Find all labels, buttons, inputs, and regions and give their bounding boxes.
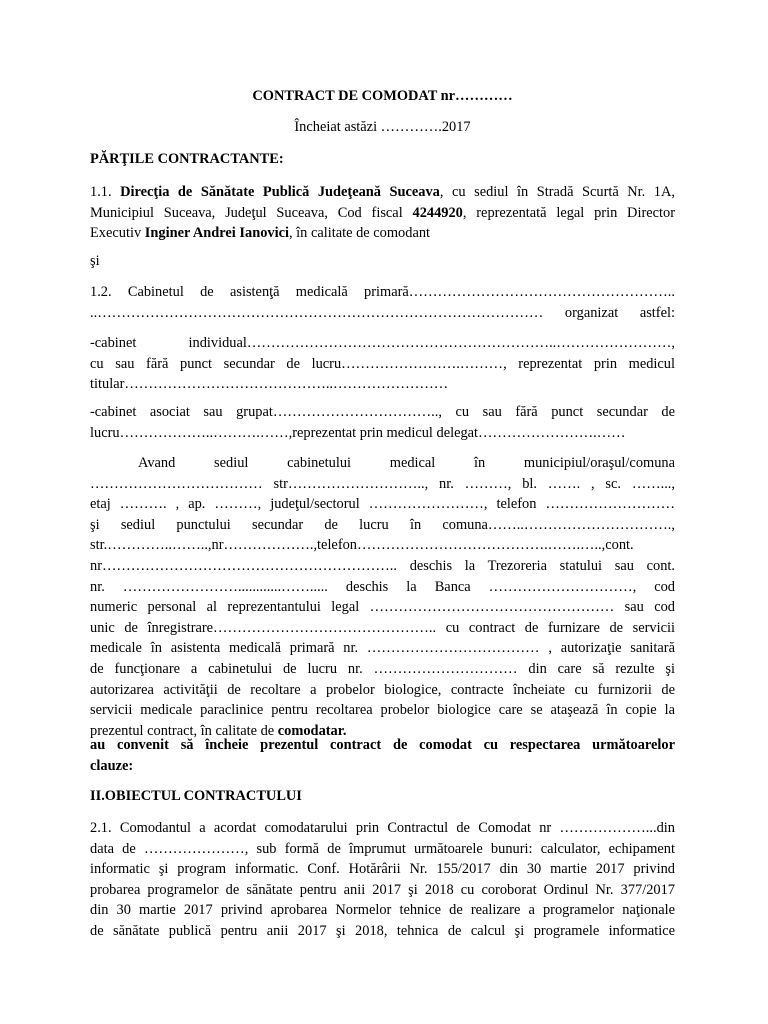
comodatar-term: comodatar. xyxy=(277,722,347,739)
text-line: au convenit să încheie prezentul contract de comodat cu respectarea următoarelor xyxy=(90,737,675,753)
text-line: din 30 martie 2017 privind aprobarea Normelor tehnice de realizare a programelor naţionale xyxy=(90,902,675,919)
section-heading-object: II.OBIECTUL CONTRACTULUI xyxy=(90,788,302,804)
text-line: data de …………………, sub formă de împrumut următoarele bunuri: calculator, echipament xyxy=(90,840,675,857)
text-line: ..………………………………………………………………………………… organizat astfel: xyxy=(90,304,675,321)
director-name: Inginer Andrei Ianovici xyxy=(144,225,289,242)
text-line: probarea programelor de sănătate pentru anii 2017 şi 2018 cu coroborat Ordinul Nr. 377/2017 xyxy=(90,881,675,898)
text-line: 1.2. Cabinetul de asistenţă medicală primară……………………………………………….. xyxy=(90,284,675,300)
text-line: prezentul contract, în calitate de comodatar. xyxy=(90,722,347,739)
party-name: Direcţia de Sănătate Publică Judeţeană Suceava xyxy=(120,184,440,200)
conjunction-si: şi xyxy=(90,253,100,269)
text-line: de funcţionare a cabinetului de lucru nr. ………………………… din care să rezulte şi xyxy=(90,660,675,677)
text-line: cu sau fără punct secundar de lucru…………………….………, reprezentat prin medicul xyxy=(90,355,675,372)
text-line: titular……………………………………..…………………… xyxy=(90,376,449,393)
cod-fiscal: 4244920 xyxy=(412,204,463,221)
paragraph-cabinet-individual xyxy=(90,333,675,395)
paragraph-agreement xyxy=(90,735,675,776)
text-line: lucru………………..……….……,reprezentat prin medicul delegat…………………….…… xyxy=(90,424,626,441)
contract-title: CONTRACT DE COMODAT nr………… xyxy=(252,88,513,104)
text-line: etaj ………. , ap. ………, judeţul/sectorul ……………………, telefon ……………………… xyxy=(90,496,675,513)
text-line: str.…………..……..,nr……………….,telefon………………………………….…….…..,cont. xyxy=(90,537,634,554)
text-line: 1.1. Direcţia de Sănătate Publică Judeţeană Suceava, cu sediul în Stradă Scurtă Nr. 1A, xyxy=(90,184,675,200)
text-line: unic de înregistrare……………………………………….. cu contract de furnizare de servicii xyxy=(90,619,675,636)
paragraph-1-2 xyxy=(90,282,675,323)
text-line: informatic şi program informatic. Conf. Hotărârii Nr. 155/2017 din 30 martie 2017 privind xyxy=(90,861,675,878)
text-line: Executiv Inginer Andrei Ianovici, în calitate de comodant xyxy=(90,225,431,242)
text-line: numeric personal al reprezentantului legal …………………………………………… sau cod xyxy=(90,599,675,616)
text-line: nr. ……………………............……..... deschis la Banca …………………………, cod xyxy=(90,578,675,595)
text-line: şi sediul punctului secundar de lucru în comuna……..…………………………., xyxy=(90,516,675,533)
text-line: medicale în asistenta medicală primară nr. ……………………………… , autorizaţie sanitară xyxy=(90,640,675,657)
date-line: Încheiat astăzi ………….2017 xyxy=(294,119,471,135)
paragraph-sediul xyxy=(90,453,675,741)
section-heading-parties: PĂRŢILE CONTRACTANTE: xyxy=(90,151,284,167)
text-line: Municipiul Suceava, Judeţul Suceava, Cod fiscal 4244920, reprezentată legal prin Director xyxy=(90,204,676,221)
text-line: nr…………………………………………………….. deschis la Trezoreria statului sau cont. xyxy=(90,557,675,574)
text-line: ……………………………… str……………………….., nr. ………, bl. ……. , sc. ……..., xyxy=(90,475,675,492)
text-line: de sănătate publică pentru anii 2017 şi 2018, tehnica de calcul şi programele informatice xyxy=(90,922,675,939)
text-line: Avand sediul cabinetului medical în municipiul/oraşul/comuna xyxy=(138,455,675,471)
text-line: 2.1. Comodantul a acordat comodatarului prin Contractul de Comodat nr ………………...din xyxy=(90,820,675,836)
paragraph-2-1 xyxy=(90,818,675,942)
text-line: servicii medicale paraclinice pentru recoltarea probelor biologice care se ataşează în copie la xyxy=(90,702,675,719)
text-line: -cabinet individual………………………………………………………..……………………, xyxy=(90,335,675,351)
text-line: clauze: xyxy=(90,757,134,774)
text-line: autorizarea activităţii de recoltare a probelor biologice, contracte încheiate cu furnizorii de xyxy=(90,681,675,698)
paragraph-cabinet-asociat xyxy=(90,402,675,443)
paragraph-1-1 xyxy=(90,182,675,244)
text-line: -cabinet asociat sau grupat…………………………….., cu sau fără punct secundar de xyxy=(90,404,675,420)
